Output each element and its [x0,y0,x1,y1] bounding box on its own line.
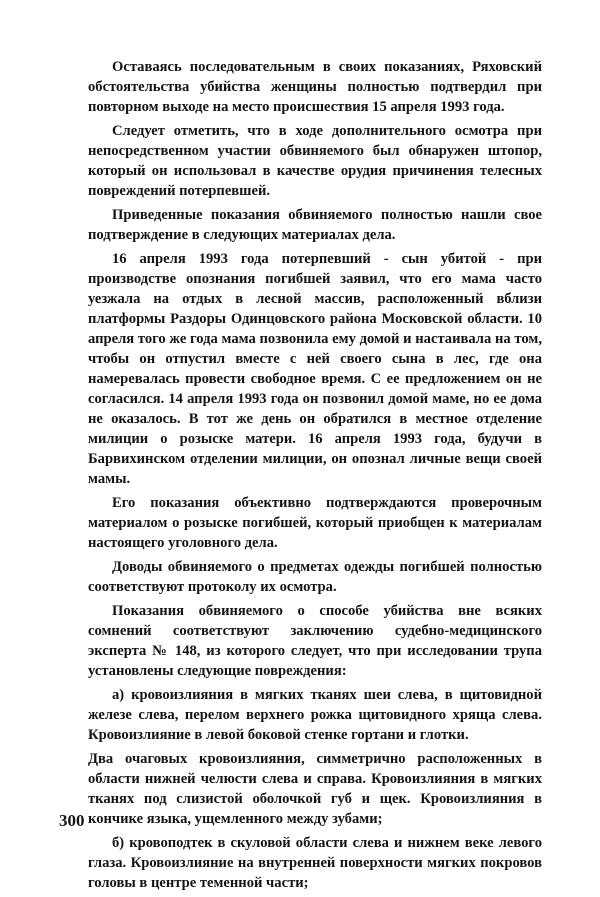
paragraph-3: Приведенные показания обвиняемого полностью нашли свое подтверждение в следующих материалах дела. [88,207,542,243]
body-text [88,57,542,897]
paragraph-1: Оставаясь последовательным в своих показаниях, Ряховский обстоятельства убийства женщины полностью подтвердил при повторном выходе на место происшествия 15 апреля 1993 года. [88,59,542,115]
paragraph-10: б) кровоподтек в скуловой области слева и нижнем веке левого глаза. Кровоизлияние на внутренней поверхности мягких покровов головы в центре теменной части; [88,835,542,891]
paragraph-8: а) кровоизлияния в мягких тканях шеи слева, в щитовидной железе слева, перелом верхнего рожка щитовидного хряща слева. Кровоизлияние в левой боковой стенке гортани и глотки. [88,687,542,743]
paragraph-7: Показания обвиняемого о способе убийства вне всяких сомнений соответствуют заключению судебно-медицинского эксперта № 148, из которого следует, что при исследовании трупа установлены следующие повреждения: [88,603,542,679]
paragraph-5: Его показания объективно подтверждаются проверочным материалом о розыске погибшей, который приобщен к материалам настоящего уголовного дела. [88,495,542,551]
paragraph-9: Два очаговых кровоизлияния, симметрично расположенных в области нижней челюсти слева и справа. Кровоизлияния в мягких тканях под слизистой оболочкой губ и щек. Кровоизлияния в кончике языка, ущемленного между зубами; [88,751,542,827]
paragraph-6: Доводы обвиняемого о предметах одежды погибшей полностью соответствуют протоколу их осмотра. [88,559,542,595]
paragraph-2: Следует отметить, что в ходе дополнительного осмотра при непосредственном участии обвиняемого был обнаружен штопор, который он использовал в качестве орудия причинения телесных повреждений потерпевшей. [88,123,542,199]
paragraph-4: 16 апреля 1993 года потерпевший - сын убитой - при производстве опознания погибшей заявил, что его мама часто уезжала на отдых в лесной массив, расположенный вблизи платформы Раздоры Одинцовского района Московской области. 10 апреля того же года мама позвонила ему домой и настаивала на том, чтобы он отпустил вместе с ней своего сына в лес, где она намеревалась провести свободное время. С ее предложением он не согласился. 14 апреля 1993 года он позвонил домой маме, но ее дома не оказалось. В тот же день он обратился в местное отделение милиции о розыске матери. 16 апреля 1993 года, будучи в Барвихинском отделении милиции, он опознал личные вещи своей мамы. [88,251,542,487]
page-number: 300 [59,811,85,830]
